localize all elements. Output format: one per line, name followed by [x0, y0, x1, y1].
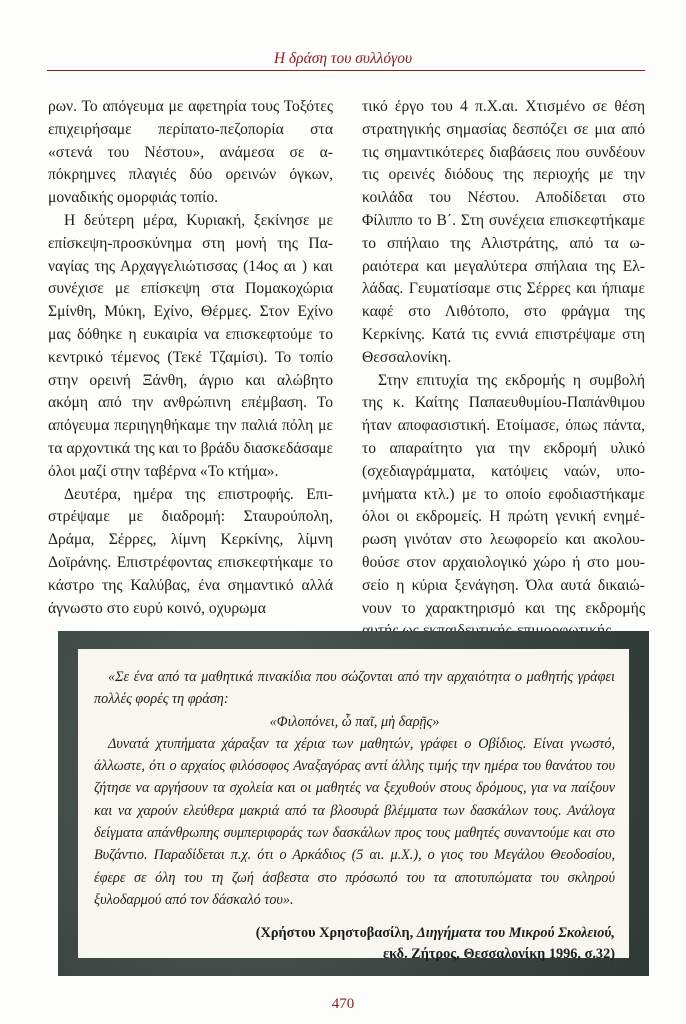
right-paragraph-1: τικό έργο του 4 π.Χ.αι. Χτισμένο σε θέση στρατηγικής σημασίας δεσπόζει σε μια από τις σημαντικότερες διαβάσεις που συνδέουν τις ορεινές διόδους της περιοχής με την κοιλάδα του Νέστου. Αποδίδεται στο Φίλιππο το Β΄. Στη συνέχεια επισκεφτήκαμε το σπήλαιο της Αλιστράτης, από τα ωραιότερα και μεγαλύτερα σπήλαια της Ελλάδας. Γευματίσαμε στις Σέρρες και ήπιαμε καφέ στο Λιθότοπο, στο φράγμα της Κερκίνης. Κατά τις εννιά επιστρέψαμε στη Θεσσαλονίκη. [362, 98, 645, 366]
quote-intro: «Σε ένα από τα μαθητικά πινακίδια που σώζονται από την αρχαιότητα ο μαθητής γράφει πολλές φορές τη φράση: [94, 669, 615, 708]
right-paragraph-2: Στην επιτυχία της εκδρομής η συμβολή της κ. Καίτης Παπαευθυμίου-Παπάνθιμου ήταν αποφασιστική. Ετοίμασε, όπως πάντα, το απαραίτητο για την εκδρομή υλικό (σχεδιαγράμματα, κατόψεις ναών, υπομνήματα κτλ.) με το οποίο εφοδιαστήκαμε όλοι οι εκδρομείς. Η πρώτη γενική ενημέρωση γινόταν στο λεωφορείο και ακολουθούσε στον αρχαιολογικό χώρο ή στο μουσείο η κύρια ξενάγηση. Όλα αυτά δικαιώνουν το χαρακτηρισμό και της εκδρομής [362, 371, 645, 617]
citation-title: Διηγήματα του Μικρού Σκολειού, [416, 925, 615, 942]
left-paragraph-2: Η δεύτερη μέρα, Κυριακή, ξεκίνησε με επίσκεψη-προσκύνημα στη μονή της Παναγίας της Αρχαγγελιώτισσας (14ος αι ) και συνέχισε με επίσκεψη στα Πομακοχώρια Σμίνθη, Μύκη, Εχίνο, Θέρμες. Στον Εχίνο μας δόθηκε η ευκαιρία να επισκεφτούμε το κεντρικό τέμενος (Τεκέ Τζαμίσι). Το τοπίο στην ορεινή Ξάνθη, άγριο και αλώβητο ακόμη από την ανθρώπινη επέμβαση. Το απόγευμα περιηγηθήκαμε την παλιά πόλη με τα αρχοντικά της και το βράδυ διασκεδάσαμε όλοι μαζί στην ταβέρνα «Το κτήμα». [48, 211, 333, 480]
quote-citation [94, 923, 615, 965]
page-number: 470 [331, 996, 355, 1012]
left-paragraph-1: ρων. Το απόγευμα με αφετηρία τους Τοξότες επιχειρήσαμε περίπατο-πεζοπορία στα «στενά του Νέστου», ανάμεσα σε απόκρημνες πλαγιές δύο ορεινών όγκων, μοναδικής ομορφιάς τοπίο. [48, 98, 333, 207]
header-rule [47, 70, 645, 71]
left-paragraph-3: Δευτέρα, ημέρα της επιστροφής. Επιστρέψαμε με διαδρομή: Σταυρούπολη, Δράμα, Σέρρες, λίμνη Κερκίνης, λίμνη Δοϊράνης. Επιστρέφοντας επισκεφτήκαμε το κάστρο της Καλύβας, ένα σημαντικό αλλά άγνωστο στο ευρύ κοινό, οχυρωμα [48, 485, 333, 617]
citation-author: (Χρήστου Χρηστοβασίλη, [255, 925, 417, 942]
quote-box-frame [58, 631, 649, 976]
left-column [48, 96, 333, 620]
running-header: Η δράση του συλλόγου [273, 50, 413, 67]
citation-publisher: εκδ. Ζήτρος, Θεσσαλονίκη 1996, σ.32) [383, 946, 615, 963]
quote-body: Δυνατά χτυπήματα χάραξαν τα χέρια των μαθητών, γράφει ο Οβίδιος. Είναι γνωστό, άλλωστε, ότι ο αρχαίος φιλόσοφος Αναξαγόρας αντί άλλης τιμής την ημέρα του θανάτου του ζήτησε να αργήσουν τα σχολεία και οι μαθητές να ξεχυθούν στους δρόμους, για να παίξουν και να χαρούν ελεύθερα μακριά από τα βλοσυρά βλέμματα των δασκάλων τους. Ανάλογα δείγματα απάνθρωπης συμπεριφοράς των δασκάλων προς τους μαθητές συναντούμε και στο Βυζάντιο. Παραδίδεται π.χ. ότι ο Αρκάδιος (5 αι. μ.Χ.), ο γιος του Μεγάλου Θεοδοσίου, έφερε σε όλη του τη ζωή άσβεστα στο πρόσωπό του τα αποτυπώματα του σκληρού ξυλοδαρμού από τον δάσκαλό του». [94, 735, 615, 908]
quote-box [78, 649, 629, 963]
right-column [362, 96, 645, 643]
quote-motto: «Φιλοπόνει, ὦ παῖ, μὴ δαρῇς» [269, 713, 440, 730]
